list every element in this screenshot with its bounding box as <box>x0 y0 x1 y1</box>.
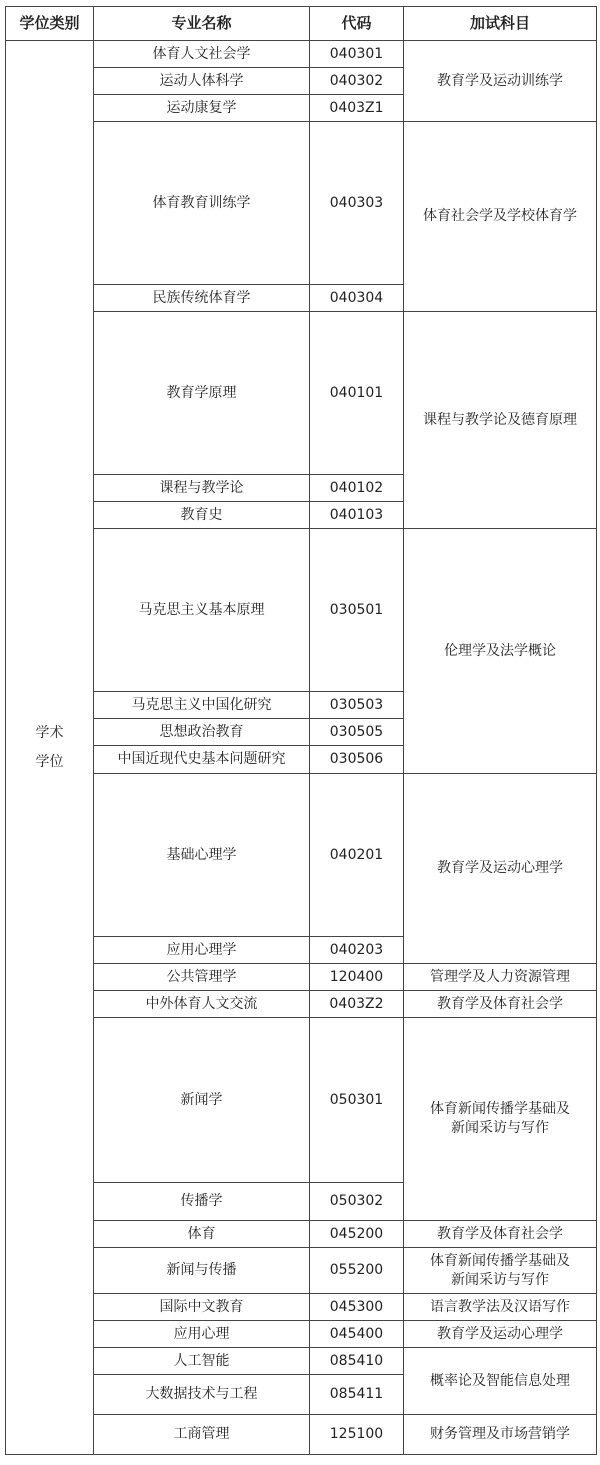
table-row <box>6 1348 597 1375</box>
major-name-cell: 体育教育训练学 <box>94 122 310 285</box>
extra-subject-cell <box>404 1348 597 1415</box>
extra-subject-text: 教育学及体育社会学 <box>437 1225 563 1242</box>
major-name-cell: 课程与教学论 <box>94 475 310 502</box>
table-row <box>6 1221 597 1248</box>
degree-type-label: 学位 <box>35 753 64 770</box>
extra-subject-cell <box>404 1294 597 1321</box>
major-name-cell: 传播学 <box>94 1183 310 1221</box>
code-cell: 040302 <box>310 68 404 95</box>
extra-subject-cell <box>404 774 597 964</box>
table-row <box>6 529 597 692</box>
extra-subject-cell <box>404 1221 597 1248</box>
major-name-cell: 体育 <box>94 1221 310 1248</box>
extra-subject-text: 语言教学法及汉语写作 <box>430 1298 570 1315</box>
code-cell: 045400 <box>310 1321 404 1348</box>
code-cell: 030501 <box>310 529 404 692</box>
major-name-cell: 体育人文社会学 <box>94 41 310 68</box>
major-name-cell: 新闻与传播 <box>94 1248 310 1294</box>
code-cell: 120400 <box>310 964 404 991</box>
header-row <box>6 7 597 41</box>
code-cell: 045300 <box>310 1294 404 1321</box>
code-cell: 030503 <box>310 692 404 719</box>
header-extra-subjects: 加试科目 <box>404 7 597 41</box>
extra-subject-text: 体育新闻传播学基础及 <box>430 1252 570 1269</box>
code-cell: 085410 <box>310 1348 404 1375</box>
code-cell: 040103 <box>310 502 404 529</box>
extra-subject-text: 管理学及人力资源管理 <box>430 968 570 985</box>
code-cell: 040203 <box>310 937 404 964</box>
code-cell: 030505 <box>310 719 404 746</box>
extra-subject-cell <box>404 1415 597 1455</box>
table-row <box>6 122 597 285</box>
table-row <box>6 1415 597 1455</box>
code-cell: 040101 <box>310 312 404 475</box>
major-name-cell: 教育史 <box>94 502 310 529</box>
exam-subjects-table <box>5 6 597 1455</box>
major-name-cell: 运动康复学 <box>94 95 310 122</box>
table-row <box>6 964 597 991</box>
extra-subject-text: 教育学及体育社会学 <box>437 995 563 1012</box>
header-code: 代码 <box>310 7 404 41</box>
major-name-cell: 应用心理学 <box>94 937 310 964</box>
major-name-cell: 中国近现代史基本问题研究 <box>94 746 310 774</box>
extra-subject-text: 课程与教学论及德育原理 <box>423 411 577 428</box>
extra-subject-cell <box>404 122 597 312</box>
extra-subject-text: 体育社会学及学校体育学 <box>423 208 577 224</box>
code-cell: 040301 <box>310 41 404 68</box>
table-row <box>6 312 597 475</box>
extra-subject-text: 伦理学及法学概论 <box>444 642 556 659</box>
major-name-cell: 教育学原理 <box>94 312 310 475</box>
extra-subject-text: 新闻采访与写作 <box>451 1120 549 1136</box>
code-cell: 045200 <box>310 1221 404 1248</box>
extra-subject-text: 教育学及运动训练学 <box>437 72 563 89</box>
extra-subject-cell <box>404 312 597 529</box>
extra-subject-cell <box>404 964 597 991</box>
code-cell: 055200 <box>310 1248 404 1294</box>
extra-subject-text: 教育学及运动心理学 <box>437 1325 563 1342</box>
code-cell: 040201 <box>310 774 404 937</box>
extra-subject-text: 概率论及智能信息处理 <box>430 1372 570 1389</box>
code-cell: 040304 <box>310 285 404 312</box>
extra-subject-cell <box>404 991 597 1018</box>
major-name-cell: 马克思主义基本原理 <box>94 529 310 692</box>
table-row <box>6 1018 597 1183</box>
code-cell: 125100 <box>310 1415 404 1455</box>
code-cell: 050301 <box>310 1018 404 1183</box>
extra-subject-text: 体育新闻传播学基础及 <box>430 1101 570 1117</box>
degree-type-cell <box>6 41 94 1455</box>
extra-subject-cell <box>404 41 597 122</box>
code-cell: 0403Z1 <box>310 95 404 122</box>
table-row <box>6 1248 597 1294</box>
major-name-cell: 民族传统体育学 <box>94 285 310 312</box>
extra-subject-cell <box>404 1321 597 1348</box>
major-name-cell: 马克思主义中国化研究 <box>94 692 310 719</box>
code-cell: 040303 <box>310 122 404 285</box>
extra-subject-cell <box>404 1248 597 1294</box>
table-row <box>6 41 597 68</box>
major-name-cell: 运动人体科学 <box>94 68 310 95</box>
table-row <box>6 1294 597 1321</box>
code-cell: 050302 <box>310 1183 404 1221</box>
major-name-cell: 基础心理学 <box>94 774 310 937</box>
code-cell: 085411 <box>310 1375 404 1415</box>
major-name-cell: 国际中文教育 <box>94 1294 310 1321</box>
extra-subject-cell <box>404 529 597 774</box>
extra-subject-text: 财务管理及市场营销学 <box>430 1426 570 1442</box>
table-body <box>6 41 597 1455</box>
code-cell: 040102 <box>310 475 404 502</box>
extra-subject-text: 新闻采访与写作 <box>451 1271 549 1288</box>
table-row <box>6 774 597 937</box>
code-cell: 030506 <box>310 746 404 774</box>
table-row <box>6 1321 597 1348</box>
major-name-cell: 工商管理 <box>94 1415 310 1455</box>
extra-subject-cell <box>404 1018 597 1221</box>
major-name-cell: 公共管理学 <box>94 964 310 991</box>
major-name-cell: 应用心理 <box>94 1321 310 1348</box>
table-row <box>6 991 597 1018</box>
major-name-cell: 大数据技术与工程 <box>94 1375 310 1415</box>
extra-subject-text: 教育学及运动心理学 <box>437 860 563 876</box>
code-cell: 0403Z2 <box>310 991 404 1018</box>
major-name-cell: 中外体育人文交流 <box>94 991 310 1018</box>
header-degree-type: 学位类别 <box>6 7 94 41</box>
major-name-cell: 思想政治教育 <box>94 719 310 746</box>
degree-type-label: 学术 <box>35 724 64 741</box>
major-name-cell: 新闻学 <box>94 1018 310 1183</box>
header-major-name: 专业名称 <box>94 7 310 41</box>
major-name-cell: 人工智能 <box>94 1348 310 1375</box>
